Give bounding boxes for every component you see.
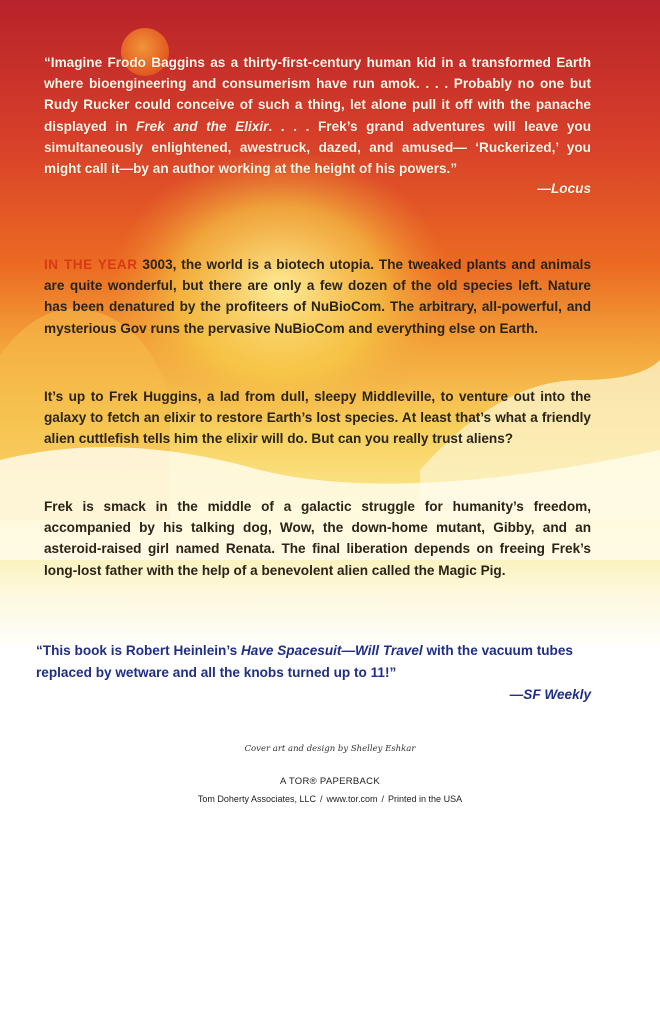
description-paragraph-2: It’s up to Frek Huggins, a lad from dull, sleepy Middleville, to venture out into the galaxy to fetch an elixir to restore Earth’s lost species. At least that’s what a friendly alien cuttlefish tells him the elixir will do. But can you really trust aliens? <box>44 389 591 447</box>
paragraph-text: 3003, the world is a biotech utopia. The tweaked plants and animals are quite wonderful, but there are only a few dozen of the old species left. Nature has been denatured by the profiteers of NuBioCom. The arbitrary, all-powerful, and mysterious Gov runs the pervasive NuBioCom and everything else on Earth. <box>44 257 592 336</box>
lead-in: IN THE YEAR <box>44 257 138 272</box>
book-title: Have Spacesuit—Will Travel <box>240 643 423 658</box>
quote-text-continued: with the vacuum tubes replaced by wetware and all the knobs turned up to 11!” <box>36 643 573 680</box>
printed-in: Printed in the USA <box>388 794 463 804</box>
description-paragraph-3: Frek is smack in the middle of a galactic struggle for humanity’s freedom, accompanied by his talking dog, Wow, the down-home mutant, Gibby, and an asteroid-raised girl named Renata. The final liberation depends on freeing Frek’s long-lost father with the help of a benevolent alien called the Magic Pig. <box>44 499 591 578</box>
publisher-website: www.tor.com <box>326 794 378 804</box>
separator: / <box>381 794 385 804</box>
quote-attribution: —Locus <box>537 181 591 197</box>
cover-art-credit: Cover art and design by Shelley Eshkar <box>244 744 416 754</box>
review-quote-locus <box>44 52 591 199</box>
quote-text: “Imagine Frodo Baggins as a thirty-first-century human kid in a transformed Earth where bioengineering and consumerism have run amok. . . . Probably no one but Rudy Rucker could conceive of such a thing, let alone pull it off with the panache displayed in <box>44 55 591 134</box>
book-title: Frek and the Elixir <box>136 118 269 134</box>
publisher-company: Tom Doherty Associates, LLC <box>197 794 316 804</box>
publisher-imprint: A TOR® PAPERBACK <box>280 776 380 787</box>
quote-text: “This book is Robert Heinlein’s <box>36 643 241 658</box>
quote-text-continued: . . . . Frek’s grand adventures will leave you simultaneously enlightened, awestruck, dazed, and amused— ‘Ruckerized,’ you might call it—by an author working at the height of his powers.” <box>44 118 591 177</box>
quote-attribution: —SF Weekly <box>509 687 591 702</box>
review-quote-sf-weekly <box>36 640 591 706</box>
description-paragraph-1 <box>44 254 591 339</box>
publisher-info <box>0 794 660 804</box>
separator: / <box>319 794 323 804</box>
